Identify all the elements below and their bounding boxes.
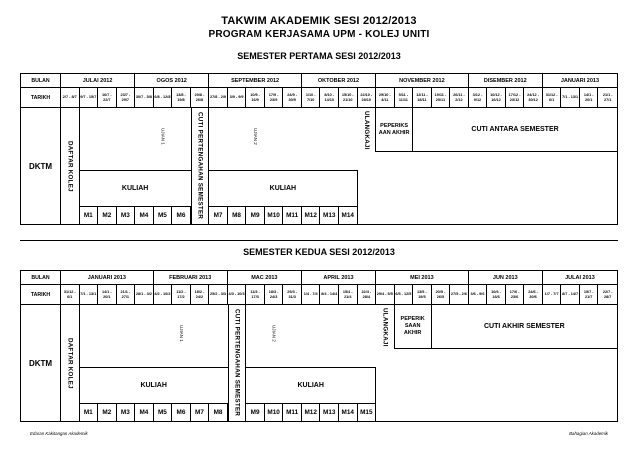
main-title: TAKWIM AKADEMIK SESI 2012/2013: [221, 15, 417, 27]
date-cell: 16/7 - 22/7: [98, 88, 117, 108]
week-cell: M1: [80, 403, 99, 421]
week-cell: M11: [283, 403, 302, 421]
date-cell: 17/9 - 23/9: [265, 88, 284, 108]
week-cell: M11: [283, 206, 302, 224]
week-cell: M9: [246, 206, 265, 224]
footer-left: Edaran Kakitangan Akademik: [30, 431, 88, 436]
date-cell: 9/7 - 15/7: [80, 88, 99, 108]
date-cell: 17/6 - 23/6: [506, 285, 525, 305]
peperiksaan-akhir: PEPERIKS AAN AKHIR: [376, 108, 413, 152]
date-cell: 24/12 - 30/12: [524, 88, 543, 108]
ujian-1-label: UJIAN 1: [160, 127, 166, 145]
month-header: JANUARI 2013: [543, 74, 617, 88]
date-cell: 10/9 - 16/9: [246, 88, 265, 108]
week-cell: M2: [98, 403, 117, 421]
tarikh-label: TARIKH: [21, 88, 61, 108]
date-cell: 30/7 - 5/8: [135, 88, 154, 108]
date-cell: 26/11 - 2/12: [450, 88, 469, 108]
week-cell: M10: [265, 403, 284, 421]
date-cell: 20/8 - 26/8: [191, 88, 210, 108]
ujian-2-label: UJIAN 2: [253, 127, 259, 145]
week-cell: M3: [117, 403, 136, 421]
daftar-kolej: DAFTAR KOLEJ: [61, 108, 80, 224]
week-cell: M6: [172, 206, 191, 224]
month-header: SEPTEMBER 2012: [209, 74, 302, 88]
month-header: DISEMBER 2012: [469, 74, 543, 88]
date-cell: 27/5 - 2/6: [450, 285, 469, 305]
week-cell: M2: [98, 206, 117, 224]
month-header: MAC 2013: [228, 271, 302, 285]
date-cell: 21/1 - 27/1: [598, 88, 617, 108]
bulan-label: BULAN: [21, 271, 61, 285]
date-cell: 3/9 - 9/9: [228, 88, 247, 108]
ulangkaji: ULANGKAJI: [358, 108, 377, 152]
date-cell: 1/10 - 7/10: [302, 88, 321, 108]
date-cell: 3/6 - 9/6: [469, 285, 488, 305]
date-cell: 17/12 - 23/12: [506, 88, 525, 108]
semester-1-title: SEMESTER PERTAMA SESI 2012/2013: [237, 51, 401, 61]
date-cell: 15/7 - 21/7: [580, 285, 599, 305]
date-cell: 31/12 - 6/1: [543, 88, 562, 108]
date-cell: 2/7 - 8/7: [61, 88, 80, 108]
date-cell: 6/5 - 12/5: [395, 285, 414, 305]
date-cell: 1/7 - 7/7: [543, 285, 562, 305]
date-cell: 25/2 - 3/3: [209, 285, 228, 305]
week-cell: M4: [135, 403, 154, 421]
date-cell: 7/1 - 13/1: [561, 88, 580, 108]
week-cell: M5: [154, 403, 173, 421]
semester-1-calendar: [20, 73, 618, 225]
month-header: JULAI 2012: [61, 74, 135, 88]
cuti-pertengahan: CUTI PERTENGAHAN SEMESTER: [228, 305, 247, 421]
week-cell: M1: [80, 206, 99, 224]
date-cell: 14/1 - 20/1: [580, 88, 599, 108]
date-cell: 20/5 - 26/5: [432, 285, 451, 305]
peperiksaan-akhir: PEPERIK SAAN AKHIR: [395, 305, 432, 349]
week-cell: M8: [209, 403, 228, 421]
date-cell: 11/3 - 17/3: [246, 285, 265, 305]
kuliah-label: KULIAH: [80, 170, 191, 206]
date-cell: 10/6 - 16/6: [487, 285, 506, 305]
date-cell: 7/1 - 13/1: [80, 285, 99, 305]
week-cell: M12: [302, 403, 321, 421]
week-cell: M14: [339, 206, 358, 224]
daftar-kolej: DAFTAR KOLEJ: [61, 305, 80, 421]
date-cell: 27/8 - 2/9: [209, 88, 228, 108]
program-title: PROGRAM KERJASAMA UPM - KOLEJ UNITI: [208, 29, 430, 40]
date-cell: 29/10 - 4/11: [376, 88, 395, 108]
date-cell: 5/11 - 11/11: [395, 88, 414, 108]
month-header: APRIL 2013: [302, 271, 376, 285]
date-cell: 24/6 - 30/6: [524, 285, 543, 305]
date-cell: 4/2 - 10/2: [154, 285, 173, 305]
date-cell: 28/1 - 3/2: [135, 285, 154, 305]
date-cell: 15/10 - 21/10: [339, 88, 358, 108]
cuti-label: CUTI AKHIR SEMESTER: [432, 305, 617, 349]
date-cell: 6/8 - 12/8: [154, 88, 173, 108]
tarikh-label: TARIKH: [21, 285, 61, 305]
date-cell: 23/7 - 29/7: [117, 88, 136, 108]
month-header: JUN 2013: [469, 271, 543, 285]
date-cell: 22/7 - 28/7: [598, 285, 617, 305]
cuti-label: CUTI ANTARA SEMESTER: [413, 108, 617, 152]
semester-2-calendar: [20, 270, 618, 422]
bulan-label: BULAN: [21, 74, 61, 88]
date-cell: 4/3 - 10/3: [228, 285, 247, 305]
ujian-2-label: UJIAN 2: [271, 324, 277, 342]
date-cell: 19/11 - 25/11: [432, 88, 451, 108]
month-header: NOVEMBER 2012: [376, 74, 469, 88]
date-cell: 12/11 - 18/11: [413, 88, 432, 108]
date-cell: 1/4 - 7/4: [302, 285, 321, 305]
week-cell: M12: [302, 206, 321, 224]
date-cell: 8/10 - 14/10: [320, 88, 339, 108]
month-header: FEBRUARI 2013: [154, 271, 228, 285]
kuliah-label: KULIAH: [246, 367, 376, 403]
week-cell: M7: [191, 403, 210, 421]
date-cell: 10/12 - 16/12: [487, 88, 506, 108]
date-cell: 18/2 - 24/2: [191, 285, 210, 305]
month-header: OKTOBER 2012: [302, 74, 376, 88]
month-header: OGOS 2012: [135, 74, 209, 88]
date-cell: 11/2 - 17/2: [172, 285, 191, 305]
date-cell: 15/4 - 21/4: [339, 285, 358, 305]
date-cell: 18/3 - 24/3: [265, 285, 284, 305]
month-header: JULAI 2013: [543, 271, 617, 285]
week-cell: M14: [339, 403, 358, 421]
cuti-pertengahan: CUTI PERTENGAHAN SEMESTER: [191, 108, 210, 224]
dktm-label: DKTM: [21, 305, 61, 421]
date-cell: 8/7 - 14/7: [561, 285, 580, 305]
kuliah-label: KULIAH: [80, 367, 228, 403]
week-cell: M10: [265, 206, 284, 224]
week-cell: M4: [135, 206, 154, 224]
date-cell: 24/9 - 30/9: [283, 88, 302, 108]
date-cell: 29/4 - 5/5: [376, 285, 395, 305]
section-divider: [20, 240, 618, 241]
date-cell: 22/4 - 28/4: [358, 285, 377, 305]
date-cell: 31/12 - 6/1: [61, 285, 80, 305]
date-cell: 13/8 - 19/8: [172, 88, 191, 108]
dktm-label: DKTM: [21, 108, 61, 224]
date-cell: 14/1 - 20/1: [98, 285, 117, 305]
week-cell: M9: [246, 403, 265, 421]
month-header: JANUARI 2013: [61, 271, 154, 285]
week-cell: M6: [172, 403, 191, 421]
week-cell: M8: [228, 206, 247, 224]
kuliah-label: KULIAH: [209, 170, 357, 206]
ujian-1-label: UJIAN 1: [178, 324, 184, 342]
week-cell: M15: [358, 403, 377, 421]
date-cell: 8/4 - 14/4: [320, 285, 339, 305]
semester-2-title: SEMESTER KEDUA SESI 2012/2013: [243, 247, 395, 257]
week-cell: M13: [320, 206, 339, 224]
month-header: MEI 2013: [376, 271, 469, 285]
date-cell: 3/12 - 9/12: [469, 88, 488, 108]
week-cell: M7: [209, 206, 228, 224]
week-cell: M3: [117, 206, 136, 224]
date-cell: 22/10 - 28/10: [358, 88, 377, 108]
date-cell: 25/3 - 31/3: [283, 285, 302, 305]
footer-right: Bahagian Akademik: [569, 431, 608, 436]
date-cell: 13/5 - 19/5: [413, 285, 432, 305]
ulangkaji: ULANGKAJI: [376, 305, 395, 349]
week-cell: M13: [320, 403, 339, 421]
week-cell: M5: [154, 206, 173, 224]
date-cell: 21/1 - 27/1: [117, 285, 136, 305]
